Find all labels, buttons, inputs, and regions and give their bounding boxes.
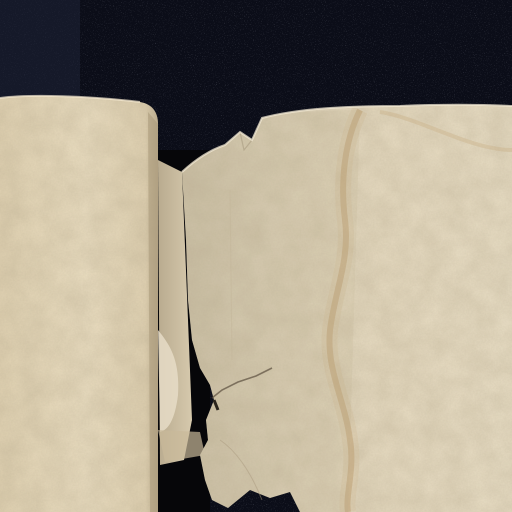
left-paper-sheet xyxy=(0,96,158,512)
fabric-highlight xyxy=(0,0,80,100)
